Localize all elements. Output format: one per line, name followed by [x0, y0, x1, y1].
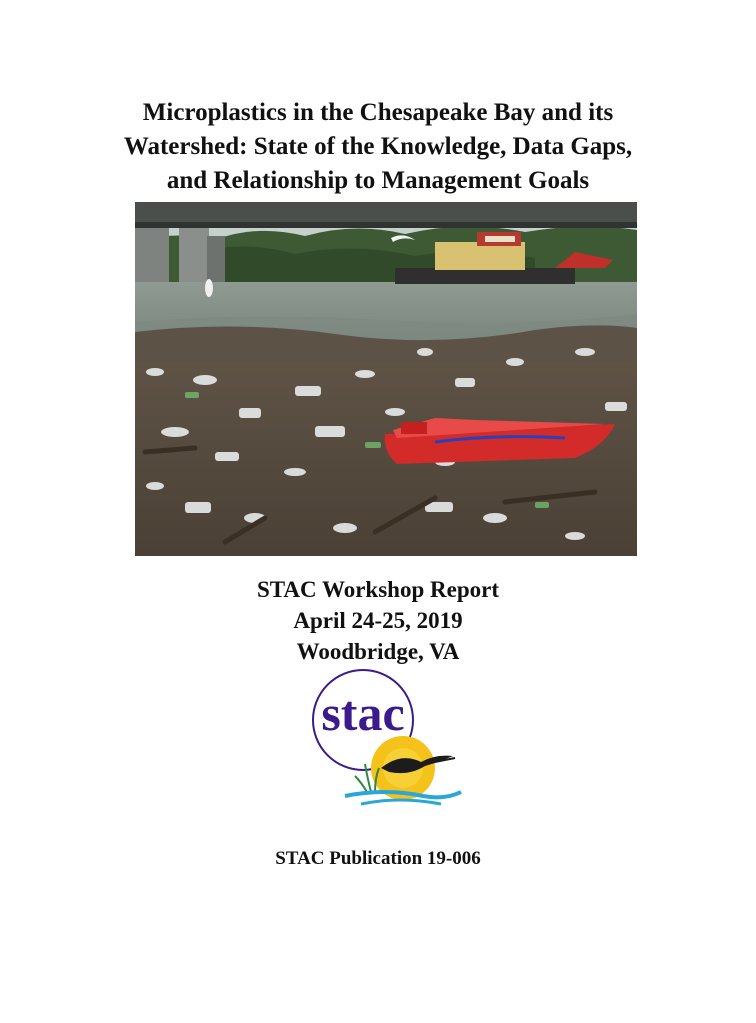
- title-line-2: Watershed: State of the Knowledge, Data Gaps,: [123, 133, 633, 160]
- debris-filled-river-photo-icon: [135, 202, 637, 556]
- stac-logo-sun-heron-icon: [305, 664, 465, 812]
- title-line-3: and Relationship to Management Goals: [166, 167, 590, 194]
- svg-text:stac: stac: [321, 685, 405, 741]
- workshop-dates: April 24-25, 2019: [293, 608, 463, 633]
- report-info: [128, 574, 628, 667]
- stac-logo: [305, 664, 465, 812]
- workshop-location: Woodbridge, VA: [296, 639, 460, 664]
- publication-number: STAC Publication 19-006: [275, 848, 481, 869]
- title-line-1: Microplastics in the Chesapeake Bay and its: [142, 99, 614, 126]
- debris-river-photo: [135, 202, 637, 556]
- report-type: STAC Workshop Report: [257, 577, 499, 602]
- report-title: [40, 96, 716, 198]
